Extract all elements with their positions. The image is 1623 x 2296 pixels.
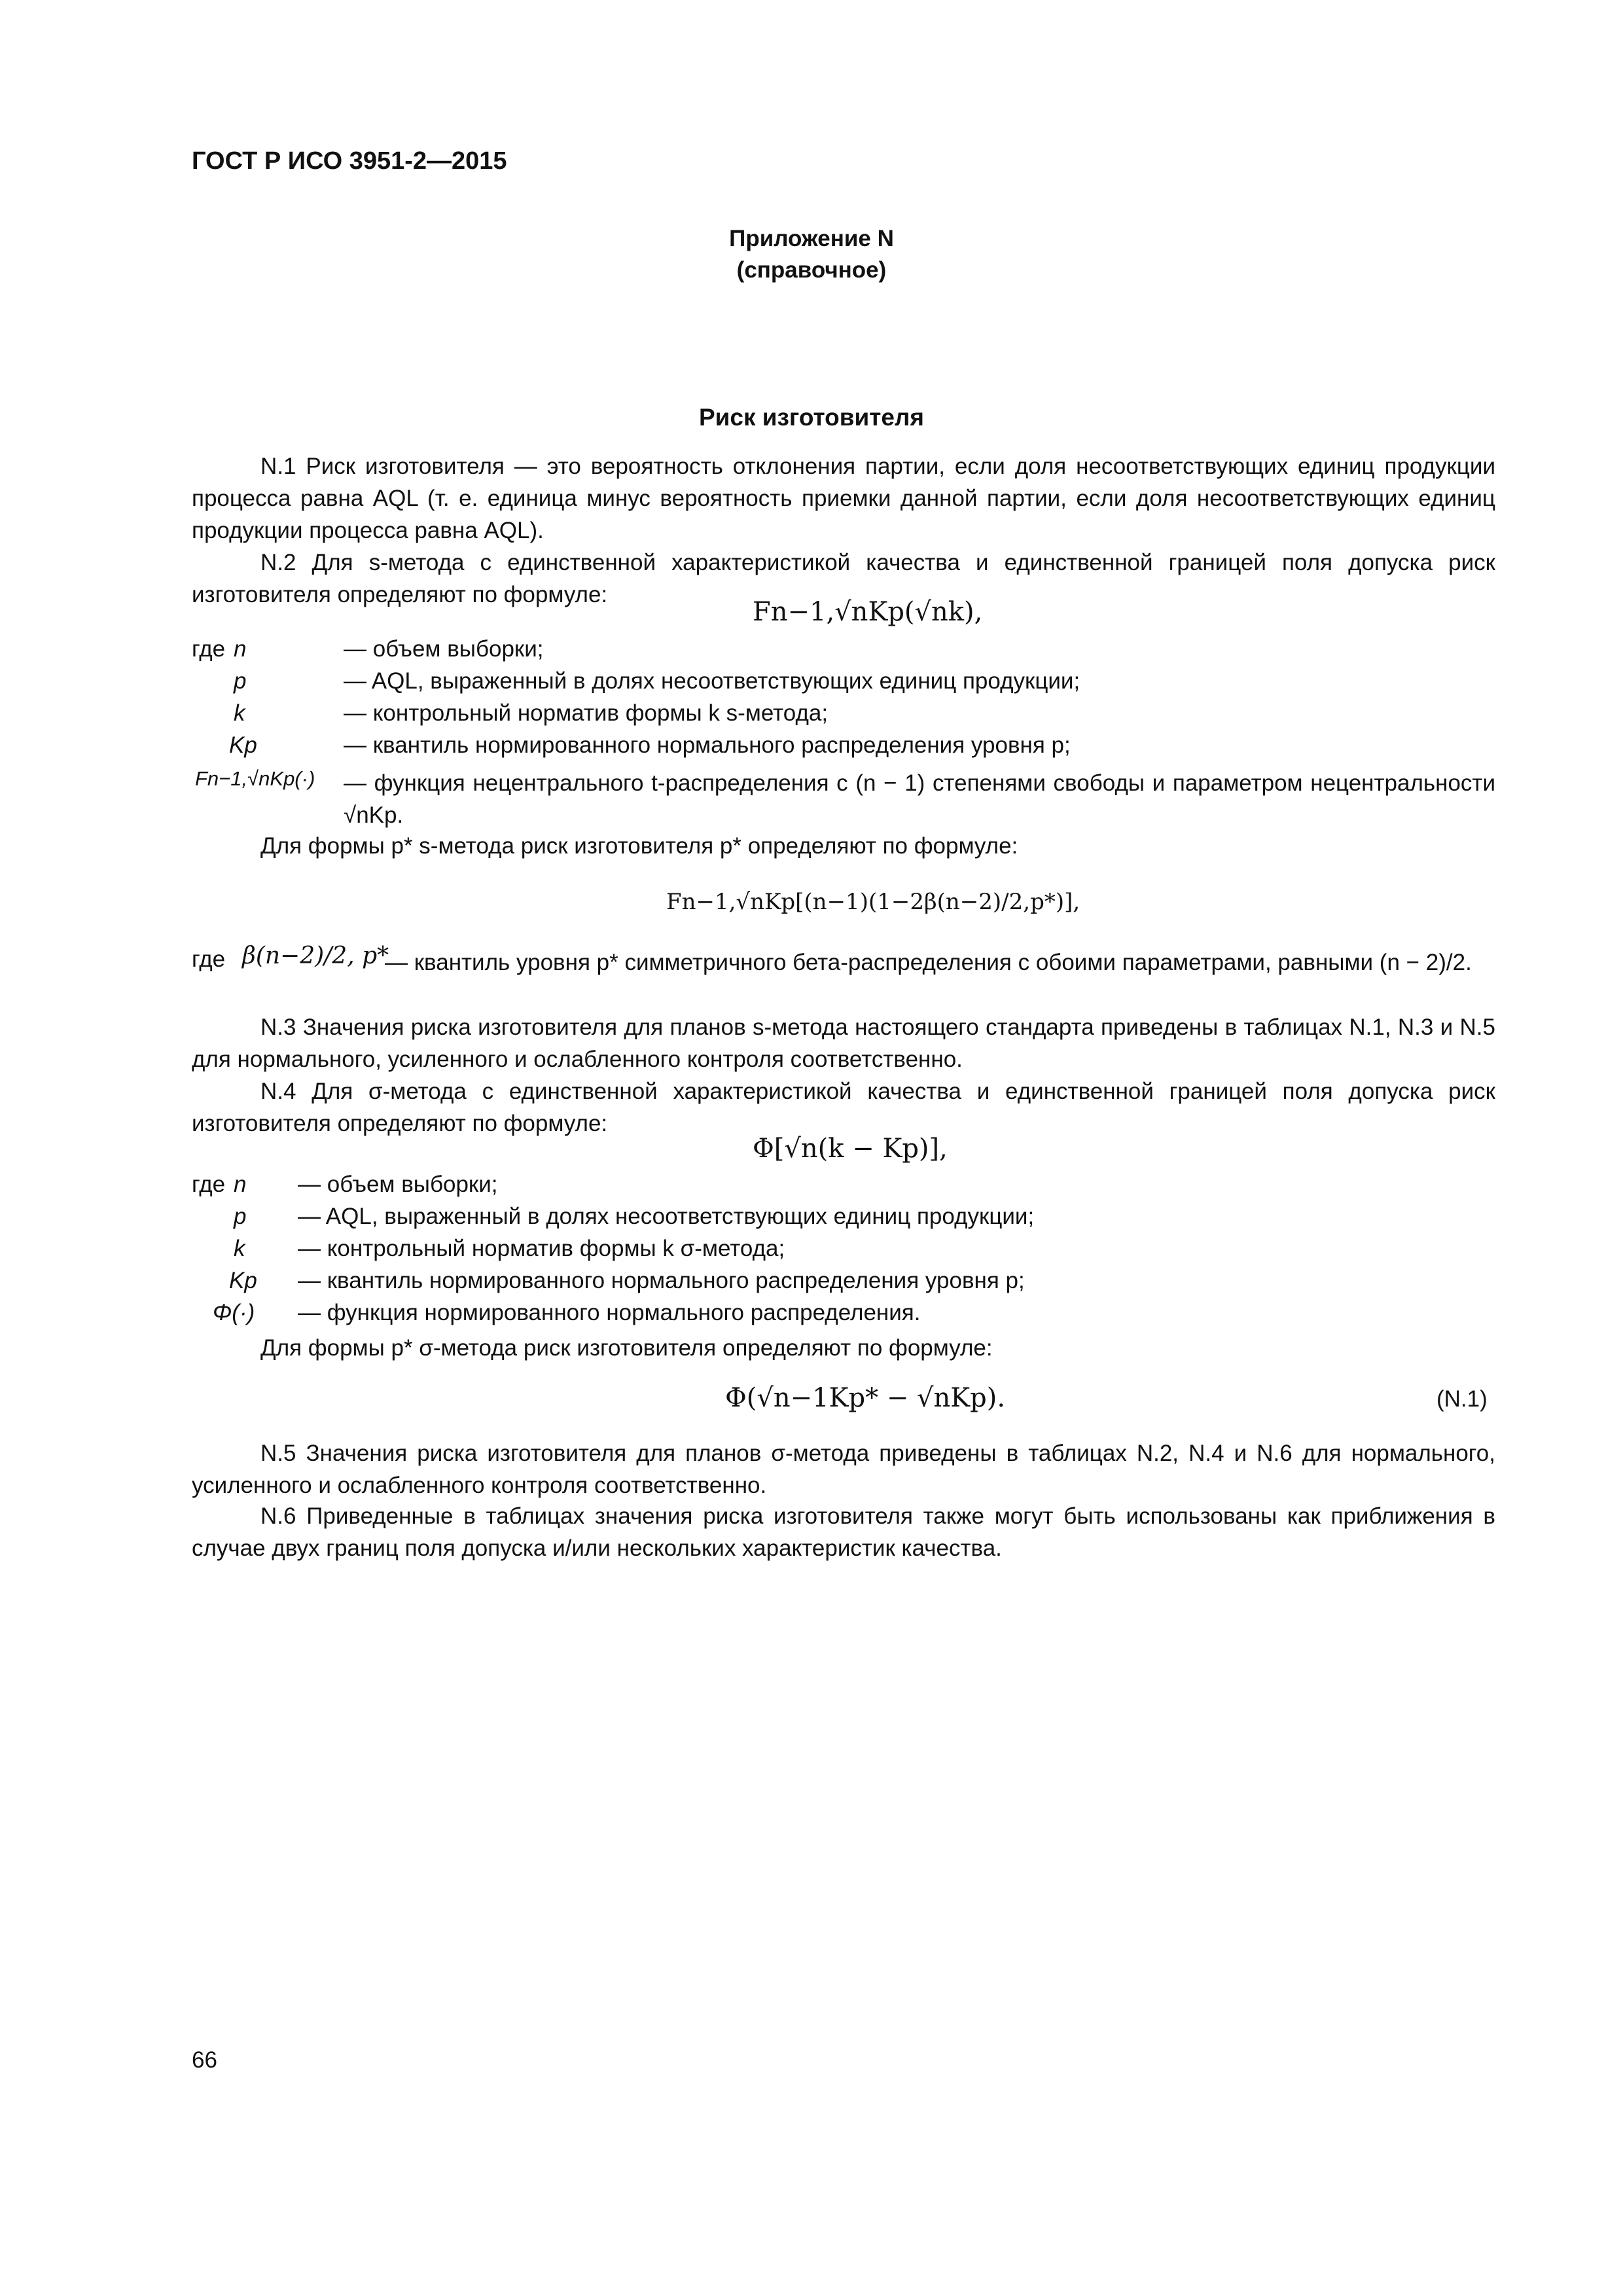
def2-sym-n: n bbox=[234, 1172, 247, 1197]
paragraph-pstar-s bbox=[192, 830, 1495, 862]
paragraph-n6-text: N.6 Приведенные в таблицах значения риска изготовителя также могут быть использованы как приближения в случае двух границ поля допуска и/или нескольких характеристик качества. bbox=[192, 1503, 1495, 1561]
page-number: 66 bbox=[192, 2047, 217, 2073]
def1-sym-f: Fn−1,√nKp(·) bbox=[195, 767, 315, 790]
paragraph-n6 bbox=[192, 1500, 1495, 1564]
formula-4-number: (N.1) bbox=[1436, 1386, 1488, 1412]
paragraph-n4 bbox=[192, 1075, 1495, 1139]
formula-4: Φ(√n−1Kp* − √nKp). bbox=[725, 1383, 1006, 1413]
formula-1: Fn−1,√nKp(√nk), bbox=[753, 597, 983, 627]
def1-sym-n: n bbox=[234, 636, 247, 662]
def2-text-kp: — квантиль нормированного нормального распределения уровня p; bbox=[298, 1268, 1025, 1293]
def1-sym-kp: Kp bbox=[229, 732, 257, 758]
paragraph-n1 bbox=[192, 450, 1495, 547]
formula-3: Φ[√n(k − Kp)], bbox=[753, 1134, 948, 1164]
paragraph-n3-text: N.3 Значения риска изготовителя для планов s-метода настоящего стандарта приведены в таблицах N.1, N.3 и N.5 для нормального, усиленного и ослабленного контроля соответственно. bbox=[192, 1014, 1495, 1072]
paragraph-pstar-sigma-text: Для формы p* σ-метода риск изготовителя определяют по формуле: bbox=[260, 1335, 993, 1361]
paragraph-n4-text: N.4 Для σ-метода с единственной характеристикой качества и единственной границей поля допуска риск изготовителя определяют по формуле: bbox=[192, 1079, 1495, 1136]
appendix-title: Приложение N bbox=[729, 226, 894, 251]
appendix-subtitle: (справочное) bbox=[736, 257, 887, 283]
def2-sym-k: k bbox=[234, 1236, 245, 1261]
def2-sym-p: p bbox=[234, 1204, 247, 1229]
def1-sym-k: k bbox=[234, 700, 245, 726]
where-label-2: где bbox=[192, 946, 226, 972]
def2-text-n: — объем выборки; bbox=[298, 1172, 498, 1197]
paragraph-pstar-sigma bbox=[192, 1332, 1495, 1364]
def2-sym-phi: Φ(·) bbox=[213, 1300, 255, 1325]
paragraph-pstar-s-text: Для формы p* s-метода риск изготовителя p* определяют по формуле: bbox=[260, 833, 1018, 859]
beta-definition: — квантиль уровня p* симметричного бета-распределения с обоими параметрами, равными (n − 2)/2. bbox=[385, 950, 1472, 975]
def1-text-k: — контрольный норматив формы k s-метода; bbox=[344, 700, 829, 726]
paragraph-n2-text: N.2 Для s-метода с единственной характеристикой качества и единственной границей поля допуска риск изготовителя определяют по формуле: bbox=[192, 550, 1495, 607]
paragraph-n3 bbox=[192, 1011, 1495, 1075]
section-title: Риск изготовителя bbox=[698, 404, 925, 431]
def2-text-p: — AQL, выраженный в долях несоответствующих единиц продукции; bbox=[298, 1204, 1035, 1229]
def2-text-phi: — функция нормированного нормального распределения. bbox=[298, 1300, 921, 1325]
where-label-1: где bbox=[192, 636, 226, 662]
document-header: ГОСТ Р ИСО 3951-2—2015 bbox=[192, 147, 507, 175]
def2-text-k: — контрольный норматив формы k σ-метода; bbox=[298, 1236, 785, 1261]
paragraph-n5-text: N.5 Значения риска изготовителя для планов σ-метода приведены в таблицах N.2, N.4 и N.6 для нормального, усиленного и ослабленного контроля соответственно. bbox=[192, 1441, 1495, 1498]
where-label-3: где bbox=[192, 1172, 226, 1197]
paragraph-n1-text: N.1 Риск изготовителя — это вероятность отклонения партии, если доля несоответствующих единиц продукции процесса равна AQL (т. е. единица минус вероятность приемки данной партии, если доля несоответствующих единиц продукции процесса равна AQL). bbox=[192, 454, 1495, 543]
def2-sym-kp: Kp bbox=[229, 1268, 257, 1293]
def1-sym-p: p bbox=[234, 668, 247, 694]
paragraph-n5 bbox=[192, 1437, 1495, 1501]
def1-text-p: — AQL, выраженный в долях несоответствующих единиц продукции; bbox=[344, 668, 1080, 694]
def1-text-n: — объем выборки; bbox=[344, 636, 544, 662]
beta-symbol: β(n−2)/2, p* bbox=[242, 942, 389, 969]
def1-text-kp: — квантиль нормированного нормального распределения уровня p; bbox=[344, 732, 1071, 758]
formula-2: Fn−1,√nKp[(n−1)(1−2β(n−2)/2,p*)], bbox=[666, 889, 1080, 915]
def1-text-f: — функция нецентрального t-распределения с (n − 1) степенями свободы и параметром нецентральности √nKp. bbox=[344, 770, 1495, 828]
